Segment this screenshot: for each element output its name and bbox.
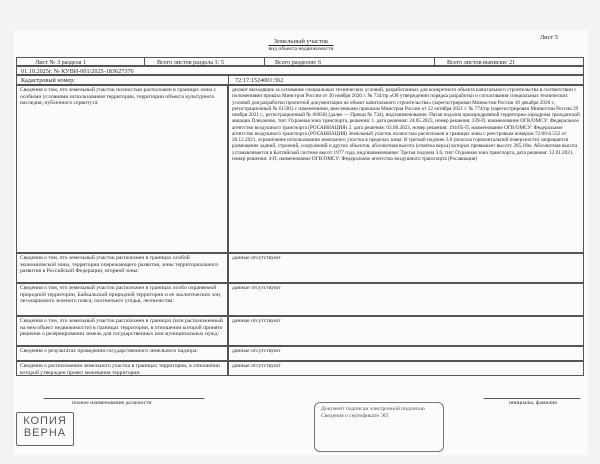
position-caption: полное наименование должности <box>72 400 152 406</box>
section-subtitle: вид объекта недвижимости <box>268 46 334 52</box>
meta-row <box>16 57 584 66</box>
copy-stamp-line1: КОПИЯ <box>23 415 67 427</box>
row-reservation-value: данные отсутствуют <box>228 316 584 346</box>
section-title: Земельный участок <box>273 38 329 45</box>
row-zone-label: Сведения о том, что земельный участок полностью расположен в границах зоны с особыми условиями использования территории, территории объекта культурного наследия, публичного сервитута: <box>16 85 228 253</box>
electronic-signature-stamp: Документ подписан электронной подписью Сведения о сертификате ЭП <box>314 402 444 452</box>
meta-total-sheets-section: Всего листов раздела 1: 5 <box>157 58 224 66</box>
row-survey-project-value: данные отсутствуют <box>228 361 584 376</box>
meta-total-sections: Всего разделов: 6 <box>275 58 322 66</box>
cadastral-row <box>16 75 584 85</box>
meta-total-sheets-extract: Всего листов выписки: 21 <box>447 58 516 66</box>
meta-sheet: Лист № 3 раздела 1 <box>35 58 87 66</box>
row-supervision-label: Сведения о результатах проведения государственного земельного надзора: <box>16 346 228 361</box>
row-protected-area-value: данные отсутствуют <box>228 283 584 316</box>
extract-date-number: 01.10.2025г. № КУВИ-001/2025-183627376 <box>21 67 134 75</box>
reg-row <box>16 66 584 75</box>
sheet-label: Лист 5 <box>539 34 558 41</box>
copy-stamp-line2: ВЕРНА <box>23 427 67 439</box>
row-zone-value: делают выходящие за основание специальных технических условий, разработанных для конкретного объекта капитального строительства в соответствии с положениями приказа Минстроя России от 30 ноября 2020 г. № 734/пр «Об утверждении порядка разработки и согласования специальных технических условий для разработки проектной документации на объект капитального строительства» (зарегистрирован Минюстом России 18 декабря 2020 г., регистрационный № 61581) с изменениями, внесенными приказом Минстроя России от 22 октября 2021 г. № 774/пр (зарегистрирован Минюстом России 29 ноября 2021 г., регистрационный № 66058) (далее — Приказ № 734), вид/наименование: Пятая подзона приаэродромной территории аэродрома гражданской авиации Плеханово, тип: Охранная зона транспорта, решения: 1. дата решения: 24.05.2023, номер решения: 339-П, наименование ОГВ/ОМСУ: Федеральное агентство воздушного транспорта (РОСАВИАЦИЯ) 2. дата решения: 03.08.2023, номер решения: 194/05-П, наименование ОГВ/ОМСУ: Федеральное агентство воздушного транспорта (РОСАВИАЦИЯ) Земельный участок полностью расположен в границах зоны с реестровым номером 72:00-6.532 от 20.12.2021, ограничение использования земельного участка в пределах зоны: В третьей подзоне 3.6 (полосы горизонтальной поверхности) запрещается размещение зданий, строений, сооружений и других объектов, абсолютная высота (отметка верха) которых превышает высоту 265,18м. Абсолютная высота устанавливается в Балтийской системе высот 1977 года, вид/наименование: Третья подзона 3.6, тип: Охранная зона транспорта, дата решения: 12.01.2021, номер решения: 4-П, наименование ОГВ/ОМСУ: Федеральное агентство воздушного транспорта (Росавиация) <box>228 85 584 253</box>
row-protected-area-label: Сведения о том, что земельный участок расположен в границах особо охраняемой природной территории, Байкальской природной территории и ее экологических зон, лесопаркового зеленого пояса, охотничьего угодья, лесничества: <box>16 283 228 316</box>
position-signature-line <box>44 398 204 399</box>
cadastral-label: Кадастровый номер: <box>21 77 76 84</box>
row-supervision-value: данные отсутствуют <box>228 346 584 361</box>
name-signature-line <box>484 398 580 399</box>
row-econ-zone-value: данные отсутствуют <box>228 253 584 283</box>
cadastral-value: 72:17:1524001:362 <box>235 77 284 84</box>
row-reservation-label: Сведения о том, что земельный участок расположен в границах (или расположенный на нем объект недвижимости) в границах территории, в отношении которой принято решение о резервировании земель для государственных или муниципальных нужд: <box>16 316 228 346</box>
row-econ-zone-label: Сведения о том, что земельный участок расположен в границах особой экономической зоны, территории опережающего развития, зоны территориального развития в Российской Федерации, игорной зоны: <box>16 253 228 283</box>
name-caption: инициалы, фамилия <box>509 400 557 406</box>
copy-certified-stamp <box>16 412 74 446</box>
row-survey-project-label: Сведения о расположении земельного участка в границах территории, в отношении которой утвержден проект межевания территории: <box>16 361 228 376</box>
document-page <box>14 30 588 455</box>
